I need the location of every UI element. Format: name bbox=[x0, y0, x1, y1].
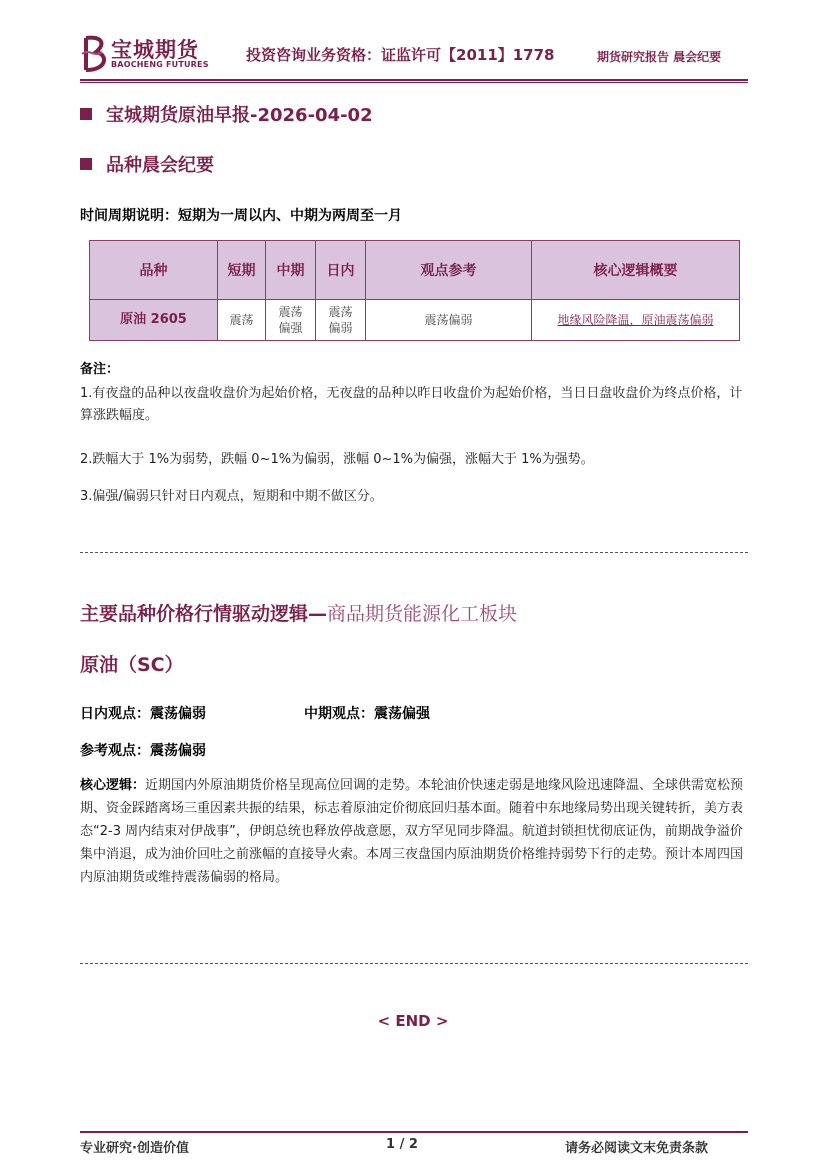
section-title-meeting-text: 品种晨会纪要 bbox=[106, 155, 214, 176]
header-divider bbox=[80, 79, 748, 81]
col-header-logic: 核心逻辑概要 bbox=[532, 241, 740, 300]
square-bullet-icon bbox=[80, 158, 92, 170]
dashed-divider-2 bbox=[80, 963, 748, 964]
footer-slogan: 专业研究·创造价值 bbox=[80, 1141, 189, 1156]
report-title-text: 宝城期货原油早报-2026-04-02 bbox=[106, 105, 373, 126]
main-heading-light: 商品期货能源化工板块 bbox=[327, 603, 518, 625]
core-logic-label: 核心逻辑： bbox=[80, 778, 146, 793]
cell-mid bbox=[266, 300, 316, 341]
header-divider-thin bbox=[80, 82, 748, 83]
cell-mid-line1: 震荡 bbox=[278, 305, 303, 319]
qualification-text: 投资咨询业务资格：证监许可【2011】1778 bbox=[246, 46, 555, 64]
main-heading-bold: 主要品种价格行情驱动逻辑— bbox=[80, 603, 328, 625]
cell-intraday bbox=[316, 300, 366, 341]
period-note: 时间周期说明：短期为一周以内、中期为两周至一月 bbox=[80, 208, 402, 224]
ref-view: 参考观点：震荡偏弱 bbox=[80, 743, 206, 759]
logo-en-text: BAOCHENG FUTURES bbox=[111, 60, 209, 69]
cell-mid-line2: 偏强 bbox=[278, 321, 303, 335]
sub-heading: 原油（SC） bbox=[80, 654, 184, 676]
footer-disclaimer: 请务必阅读文末免责条款 bbox=[565, 1141, 709, 1156]
intraday-view: 日内观点：震荡偏弱 bbox=[80, 706, 206, 722]
footer-divider bbox=[80, 1131, 748, 1133]
col-header-view: 观点参考 bbox=[366, 241, 532, 300]
col-header-mid: 中期 bbox=[266, 241, 316, 300]
cell-intraday-line2: 偏弱 bbox=[328, 321, 353, 335]
core-logic-paragraph bbox=[80, 774, 748, 889]
remark-item-1: 1.有夜盘的品种以夜盘收盘价为起始价格，无夜盘的品种以昨日收盘价为起始价格，当日日盘收盘价为终点价格，计算涨跌幅度。 bbox=[80, 386, 743, 423]
col-header-intraday: 日内 bbox=[316, 241, 366, 300]
cell-logic bbox=[532, 300, 740, 341]
logic-link[interactable]: 地缘风险降温，原油震荡偏弱 bbox=[557, 313, 714, 327]
table-row bbox=[90, 300, 740, 341]
cell-intraday-line1: 震荡 bbox=[328, 305, 353, 319]
logo-b-icon bbox=[80, 34, 110, 74]
square-bullet-icon bbox=[80, 108, 92, 120]
col-header-variety: 品种 bbox=[90, 241, 218, 300]
end-mark: < END > bbox=[377, 1012, 449, 1030]
cell-view: 震荡偏弱 bbox=[366, 300, 532, 341]
dashed-divider bbox=[80, 552, 748, 553]
logo-cn-text: 宝城期货 bbox=[111, 38, 199, 62]
cell-short: 震荡 bbox=[218, 300, 266, 341]
remark-item-3: 3.偏强/偏弱只针对日内观点，短期和中期不做区分。 bbox=[80, 489, 383, 504]
mid-view: 中期观点：震荡偏强 bbox=[304, 706, 430, 722]
section-title-meeting bbox=[80, 151, 214, 177]
col-header-short: 短期 bbox=[218, 241, 266, 300]
report-title bbox=[80, 101, 373, 127]
remark-item-2: 2.跌幅大于 1%为弱势，跌幅 0~1%为偏弱，涨幅 0~1%为偏强，涨幅大于 1%为强势。 bbox=[80, 452, 594, 467]
core-logic-text: 近期国内外原油期货价格呈现高位回调的走势。本轮油价快速走弱是地缘风险迅速降温、全球供需宽松预期、资金踩踏离场三重因素共振的结果，标志着原油定价彻底回归基本面。随着中东地缘局势出现关键转折，美方表态“2-3 周内结束对伊战事”，伊朗总统也释放停战意愿，双方罕见同步降温。航道封锁担忧彻底证伪，前期战争溢价集中消退，成为油价回吐之前涨幅的直接导火索。本周三夜盘国内原油期货价格维持弱势下行的走势。预计本周四国内原油期货或维持震荡偏弱的格局。 bbox=[80, 778, 744, 885]
company-logo bbox=[80, 34, 208, 74]
remarks-title: 备注： bbox=[80, 362, 120, 377]
page-number: 1 / 2 bbox=[386, 1137, 418, 1152]
summary-table bbox=[89, 240, 740, 341]
cell-variety: 原油 2605 bbox=[90, 300, 218, 341]
report-type: 期货研究报告 晨会纪要 bbox=[597, 50, 722, 64]
table-header-row bbox=[90, 241, 740, 300]
main-heading bbox=[80, 599, 517, 626]
